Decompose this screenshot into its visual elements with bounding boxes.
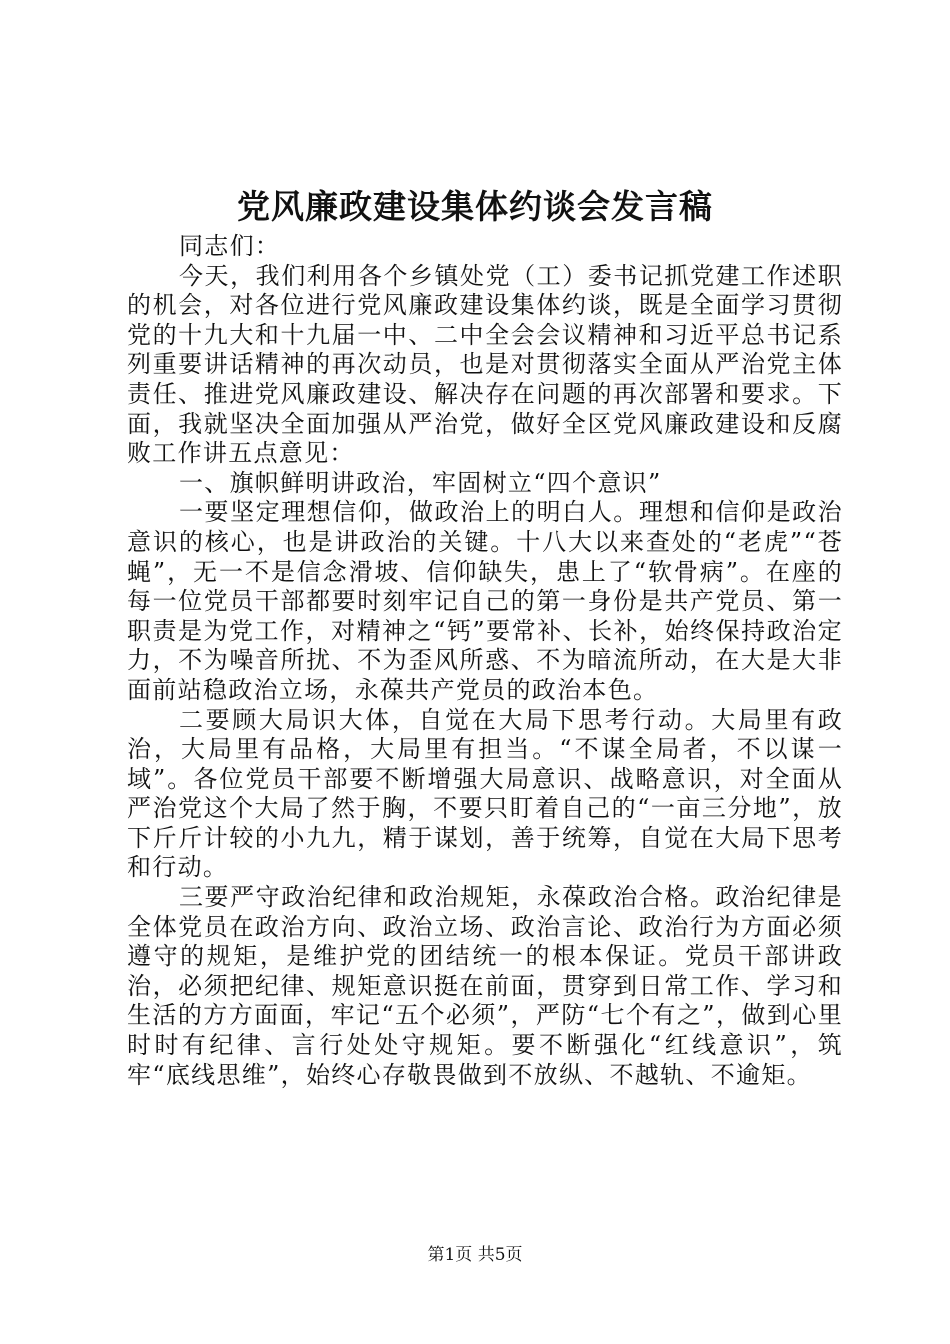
document-title: 党风廉政建设集体约谈会发言稿	[237, 187, 713, 226]
page-number-footer: 第1页 共5页	[427, 1245, 523, 1265]
body-paragraph: 二要顾大局识大体，自觉在大局下思考行动。大局里有政治，大局里有品格，大局里有担当。“不谋全局者，不以谋一域”。各位党员干部要不断增强大局意识、战略意识，对全面从严治党这个大局了然于胸，不要只盯着自己的“一亩三分地”，放下斤斤计较的小九九，精于谋划，善于统筹，自觉在大局下思考和行动。	[127, 705, 843, 882]
intro-paragraph: 今天，我们利用各个乡镇处党（工）委书记抓党建工作述职的机会，对各位进行党风廉政建设集体约谈，既是全面学习贯彻党的十九大和十九届一中、二中全会会议精神和习近平总书记系列重要讲话精神的再次动员，也是对贯彻落实全面从严治党主体责任、推进党风廉政建设、解决存在问题的再次部署和要求。下面，我就坚决全面加强从严治党，做好全区党风廉政建设和反腐败工作讲五点意见：	[127, 261, 843, 468]
body-paragraph: 三要严守政治纪律和政治规矩，永葆政治合格。政治纪律是全体党员在政治方向、政治立场、政治言论、政治行为方面必须遵守的规矩，是维护党的团结统一的根本保证。党员干部讲政治，必须把纪律、规矩意识挺在前面，贯穿到日常工作、学习和生活的方方面面，牢记“五个必须”，严防“七个有之”，做到心里时时有纪律、言行处处守规矩。要不断强化“红线意识”，筑牢“底线思维”，始终心存敬畏做到不放纵、不越轨、不逾矩。	[127, 883, 843, 1089]
salutation-paragraph: 同志们：	[179, 232, 281, 260]
body-paragraph: 一要坚定理想信仰，做政治上的明白人。理想和信仰是政治意识的核心，也是讲政治的关键。十八大以来查处的“老虎”“苍蝇”，无一不是信念滑坡、信仰缺失，患上了“软骨病”。在座的每一位党员干部都要时刻牢记自己的第一身份是共产党员、第一职责是为党工作，对精神之“钙”要常补、长补，始终保持政治定力，不为噪音所扰、不为歪风所惑、不为暗流所动，在大是大非面前站稳政治立场，永葆共产党员的政治本色。	[127, 498, 843, 704]
section-heading: 一、旗帜鲜明讲政治，牢固树立“四个意识”	[179, 468, 662, 497]
document-body	[127, 232, 843, 1090]
